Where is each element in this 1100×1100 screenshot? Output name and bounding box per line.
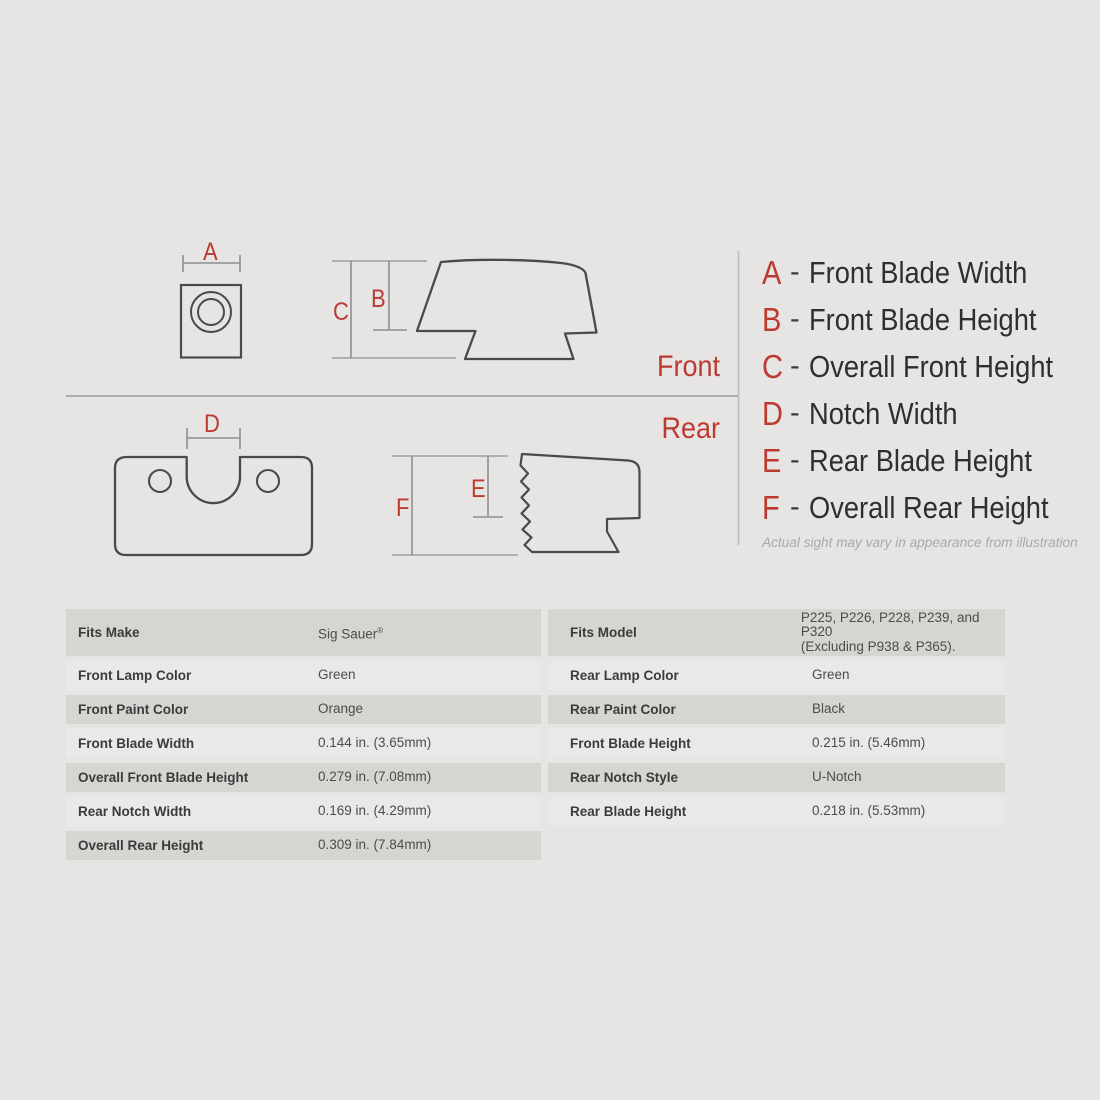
- table-row: [548, 797, 1005, 827]
- legend-separator: -: [790, 491, 800, 523]
- callout-a: A: [203, 238, 218, 266]
- spec-value: [318, 624, 383, 642]
- legend-label: Notch Width: [808, 396, 958, 431]
- spec-value: Black: [812, 701, 846, 716]
- table-row: [66, 763, 541, 793]
- spec-label: Fits Model: [570, 625, 637, 640]
- dimension-legend: [762, 249, 1086, 531]
- spec-value: 0.279 in. (7.08mm): [318, 769, 432, 784]
- spec-table-left: [66, 609, 541, 865]
- legend-item-f: [762, 484, 1086, 531]
- table-row: [66, 797, 541, 827]
- spec-table-right: [548, 609, 1005, 831]
- rear-sight-rear-view: [115, 428, 312, 555]
- spec-value: 0.215 in. (5.46mm): [812, 735, 926, 750]
- legend-separator: -: [790, 444, 800, 476]
- table-row: [548, 763, 1005, 793]
- legend-item-d: [762, 390, 1086, 437]
- legend-label: Front Blade Height: [808, 302, 1037, 337]
- spec-value: 0.144 in. (3.65mm): [318, 735, 432, 750]
- legend-letter: C: [762, 348, 783, 385]
- spec-label: Overall Rear Height: [78, 837, 204, 853]
- spec-label: Rear Paint Color: [570, 701, 676, 717]
- spec-value: Green: [812, 667, 850, 682]
- registered-mark: ®: [377, 625, 384, 635]
- spec-label: Front Paint Color: [78, 701, 189, 717]
- spec-value: Orange: [318, 701, 364, 716]
- table-row: [66, 609, 541, 656]
- spec-label: Rear Blade Height: [570, 803, 687, 819]
- spec-value: [801, 611, 1005, 655]
- legend-separator: -: [790, 303, 800, 335]
- spec-label: Front Lamp Color: [78, 667, 192, 683]
- legend-separator: -: [790, 256, 800, 288]
- spec-value-line2: (Excluding P938 & P365).: [800, 638, 956, 654]
- legend-separator: -: [790, 350, 800, 382]
- legend-letter: D: [762, 395, 783, 432]
- spec-label: Overall Front Blade Height: [78, 769, 249, 785]
- disclaimer-note: Actual sight may vary in appearance from illustration: [762, 535, 1078, 551]
- table-row: [548, 695, 1005, 725]
- spec-label: Rear Lamp Color: [570, 667, 679, 683]
- legend-item-e: [762, 437, 1086, 484]
- legend-item-c: [762, 343, 1086, 390]
- table-row: [66, 729, 541, 759]
- spec-label: Rear Notch Style: [570, 769, 679, 785]
- spec-label: Front Blade Height: [570, 735, 691, 751]
- spec-value-line1: P225, P226, P228, P239, and P320: [800, 609, 980, 640]
- front-sight-front-view: [181, 255, 241, 358]
- legend-letter: F: [762, 489, 780, 526]
- table-row: [548, 609, 1005, 656]
- legend-separator: -: [790, 397, 800, 429]
- legend-letter: A: [762, 254, 782, 291]
- spec-value: 0.169 in. (4.29mm): [318, 803, 432, 818]
- sight-diagrams: [0, 230, 740, 570]
- legend-label: Overall Front Height: [808, 349, 1053, 384]
- table-row: [548, 661, 1005, 691]
- spec-value: 0.309 in. (7.84mm): [318, 837, 432, 852]
- spec-value: U-Notch: [812, 769, 862, 784]
- table-row: [548, 729, 1005, 759]
- table-row: [66, 661, 541, 691]
- legend-letter: B: [762, 301, 782, 338]
- rear-section-label: Rear: [661, 412, 720, 445]
- front-section-label: Front: [656, 350, 720, 383]
- spec-value: Green: [318, 667, 356, 682]
- callout-e: E: [471, 475, 486, 503]
- rear-sight-side-view: [392, 454, 640, 555]
- legend-label: Overall Rear Height: [808, 490, 1049, 525]
- callout-c: C: [333, 298, 349, 326]
- spec-label: Rear Notch Width: [78, 803, 192, 819]
- legend-label: Front Blade Width: [808, 255, 1028, 290]
- table-row: [66, 695, 541, 725]
- spec-label: Fits Make: [78, 625, 140, 640]
- callout-f: F: [396, 494, 410, 522]
- callout-b: B: [371, 285, 386, 313]
- spec-label: Front Blade Width: [78, 735, 195, 751]
- legend-letter: E: [762, 442, 782, 479]
- legend-item-b: [762, 296, 1086, 343]
- legend-item-a: [762, 249, 1086, 296]
- callout-d: D: [204, 410, 220, 438]
- spec-value: 0.218 in. (5.53mm): [812, 803, 926, 818]
- legend-label: Rear Blade Height: [808, 443, 1032, 478]
- spec-value-text: Sig Sauer: [318, 626, 378, 641]
- table-row: [66, 831, 541, 861]
